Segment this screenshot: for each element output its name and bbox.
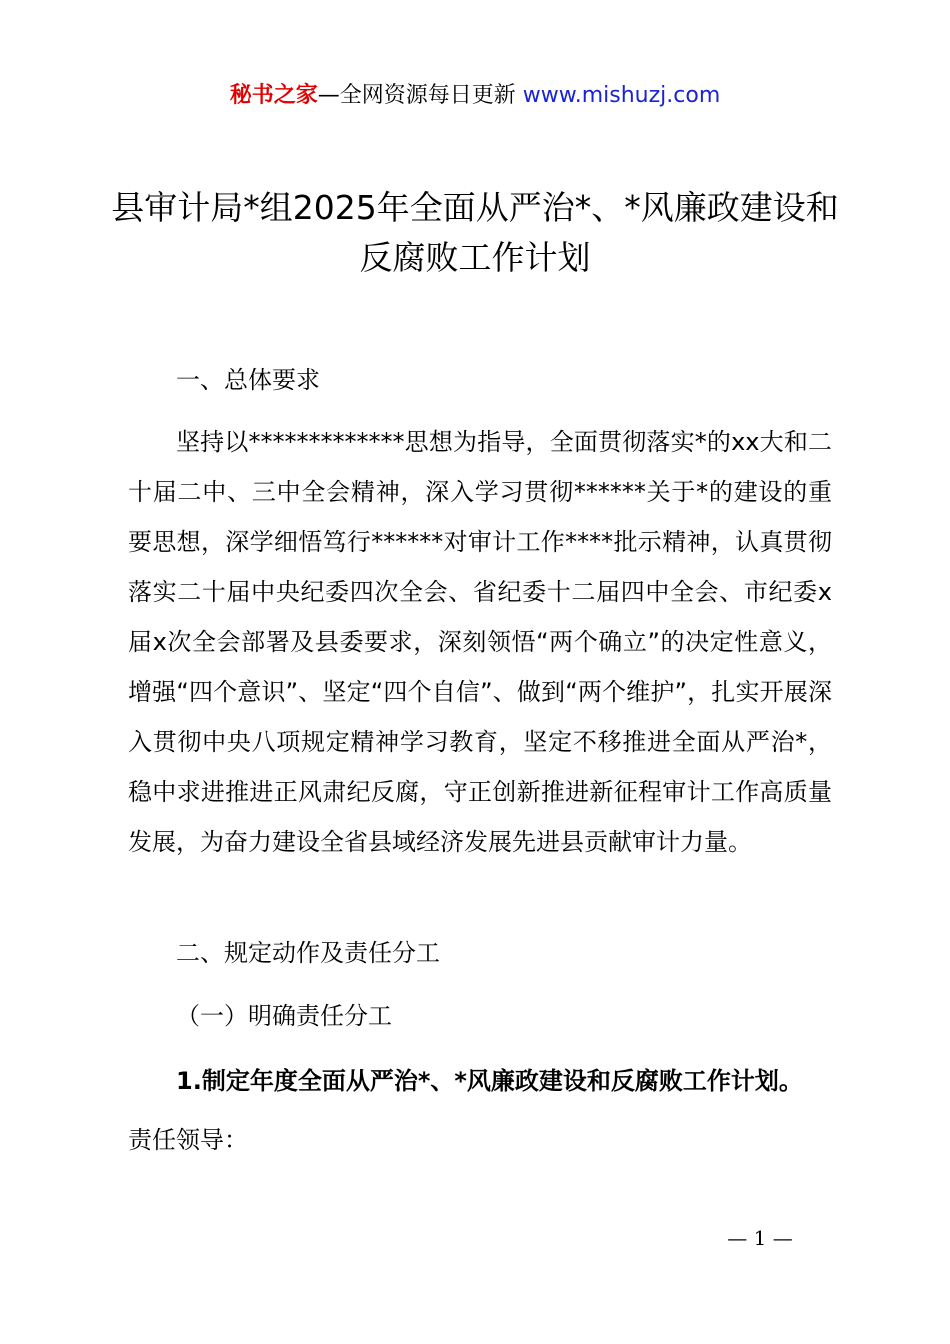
item-1-responsible-leader: 责任领导：: [128, 1126, 248, 1154]
document-title: 县审计局*组2025年全面从严治*、*风廉政建设和反腐败工作计划: [111, 188, 839, 277]
site-url[interactable]: www.mishuzj.com: [522, 83, 721, 108]
site-header: [0, 80, 950, 112]
site-tagline: —全网资源每日更新: [317, 83, 523, 108]
general-requirements-paragraph: 坚持以*************思想为指导，全面贯彻落实*的xx大和二十届二中、三中全会精神，深入学习贯彻******关于*的建设的重要思想，深学细悟笃行******对审计工作****批示精神，认真贯彻落实二十届中央纪委四次全会、省纪委十二届四中全会、市纪委x届x次全会部署及县委要求，深刻领悟“两个确立”的决定性意义，增强“四个意识”、坚定“四个自信”、做到“两个维护”，扎实开展深入贯彻中央八项规定精神学习教育，坚定不移推进全面从严治*，稳中求进推进正风肃纪反腐，守正创新推进新征程审计工作高质量发展，为奋力建设全省县域经济发展先进县贡献审计力量。: [128, 428, 832, 856]
page-number: — 1 —: [727, 1226, 793, 1250]
item-1-title: 1.制定年度全面从严治*、*风廉政建设和反腐败工作计划。: [176, 1067, 803, 1095]
site-brand: 秘书之家: [229, 83, 318, 108]
section-heading-duties: 二、规定动作及责任分工: [176, 939, 440, 967]
subsection-heading-responsibility: （一）明确责任分工: [176, 1002, 392, 1030]
section-heading-general-requirements: 一、总体要求: [176, 366, 320, 394]
